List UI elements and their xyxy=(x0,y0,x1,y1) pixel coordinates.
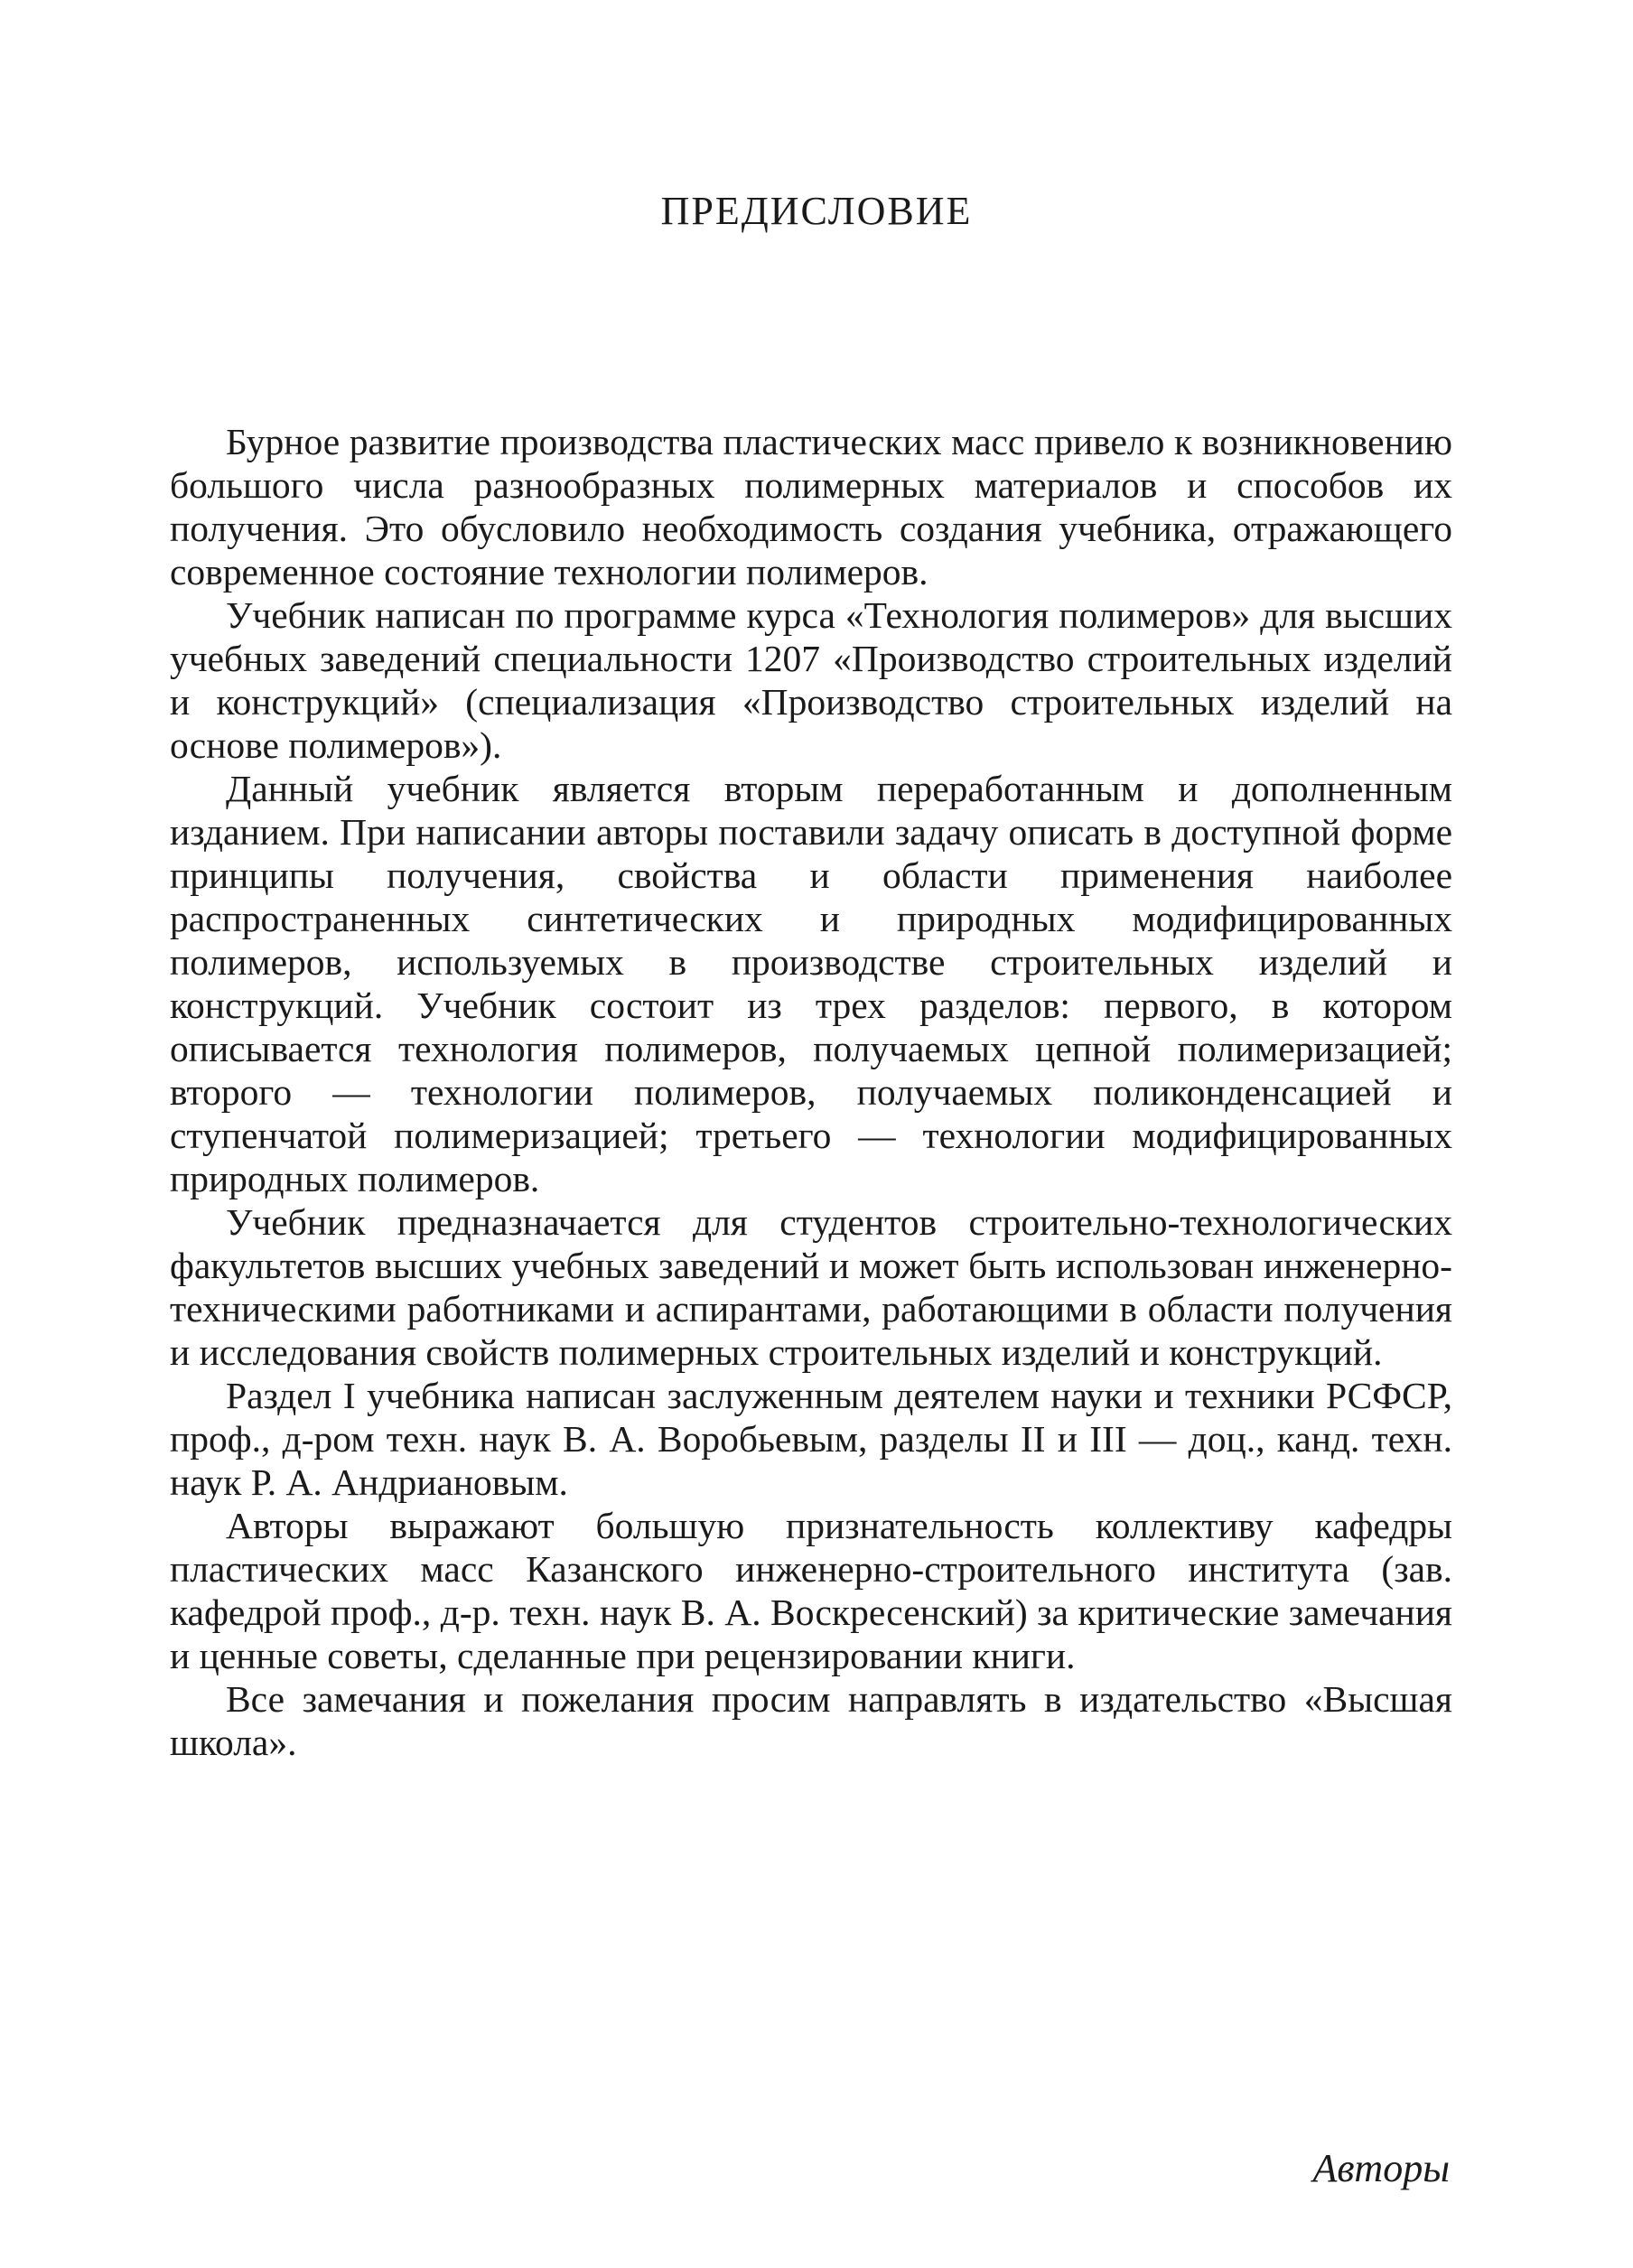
paragraph: Бурное развитие производства пластических масс привело к возникновению большого числа разнообразных полимерных материалов и способов их получения. Это обусловило необходимость создания учебника, отражающего современное состояние технологии полимеров. xyxy=(170,421,1452,593)
paragraph: Данный учебник является вторым переработанным и дополненным изданием. При написании авторы поставили задачу описать в доступной форме принципы получения, свойства и области применения наиболее распространенных синтетических и природных модифицированных полимеров, используемых в производстве строительных изделий и конструкций. Учебник состоит из трех разделов: первого, в котором описывается технология полимеров, получаемых цепной полимеризацией; второго — технологии полимеров, получаемых поликонденсацией и ступенчатой полимеризацией; третьего — технологии модифицированных природных полимеров. xyxy=(170,768,1452,1199)
paragraph: Раздел I учебника написан заслуженным деятелем науки и техники РСФСР, проф., д-ром техн. наук В. А. Воробьевым, разделы II и III — доц., канд. техн. наук Р. А. Андриановым. xyxy=(170,1375,1452,1503)
paragraph: Учебник предназначается для студентов строительно-технологических факультетов высших учебных заведений и может быть использован инженерно-техническими работниками и аспирантами, работающими в области получения и исследования свойств полимерных строительных изделий и конструкций. xyxy=(170,1201,1452,1373)
paragraph: Авторы выражают большую признательность коллективу кафедры пластических масс Казанского инженерно-строительного института (зав. кафедрой проф., д-р. техн. наук В. А. Воскресенский) за критические замечания и ценные советы, сделанные при рецензировании книги. xyxy=(170,1505,1452,1676)
signature: Авторы xyxy=(1312,2146,1450,2190)
page-title: ПРЕДИСЛОВИЕ xyxy=(660,189,973,233)
paragraph: Учебник написан по программе курса «Технология полимеров» для высших учебных заведений специальности 1207 «Производство строительных изделий и конструкций» (специализация «Производство строительных изделий на основе полимеров»). xyxy=(170,594,1452,766)
paragraph: Все замечания и пожелания просим направлять в издательство «Высшая школа». xyxy=(170,1678,1452,1763)
preface-body xyxy=(170,420,1452,1764)
